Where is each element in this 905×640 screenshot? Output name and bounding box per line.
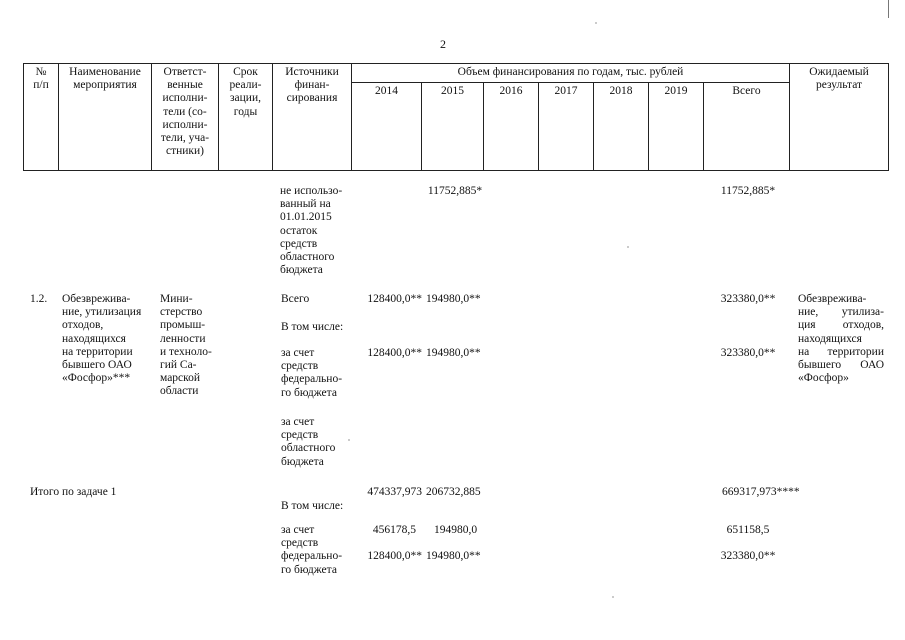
source-total: Всего bbox=[281, 293, 310, 305]
result-line: Обезврежива- bbox=[798, 293, 867, 305]
source-including: В том числе: bbox=[281, 500, 344, 512]
col-header-year: 2018 bbox=[594, 83, 649, 171]
value-2015: 194980,0** bbox=[426, 347, 481, 359]
row-number: 1.2. bbox=[30, 293, 48, 305]
value-2014: 128400,0** bbox=[367, 293, 422, 305]
value-total: 669317,973**** bbox=[722, 486, 800, 498]
result-line: находящихся bbox=[798, 332, 862, 345]
value-total: 651158,5 bbox=[726, 524, 770, 536]
source-federal: за счет средств федерально- го бюджета bbox=[281, 347, 343, 399]
col-header-term: Срок реали- зации, годы bbox=[219, 64, 273, 171]
value-total: 323380,0** bbox=[720, 293, 776, 305]
funding-table-header bbox=[23, 63, 889, 171]
scan-speck bbox=[612, 596, 614, 598]
result-line: на территории bbox=[798, 345, 884, 358]
responsible-executor: Мини- стерство промыш- ленности и техноло- гий Са- марской области bbox=[160, 293, 212, 398]
result-line: бывшего ОАО bbox=[798, 359, 884, 372]
expected-result bbox=[798, 293, 884, 385]
col-header-total: Всего bbox=[704, 83, 790, 171]
result-line: «Фосфор» bbox=[798, 372, 849, 385]
value-2014: 128400,0** bbox=[367, 347, 422, 359]
col-header-year: 2017 bbox=[539, 83, 594, 171]
col-header-year: 2015 bbox=[422, 83, 484, 171]
value-2014: 128400,0** bbox=[367, 550, 422, 562]
value-2015: 194980,0 bbox=[434, 524, 478, 536]
value-2015: 11752,885* bbox=[427, 185, 483, 197]
col-header-responsible: Ответст- венные исполни- тели (со- исполни- тели, уча- стники) bbox=[152, 64, 219, 171]
measure-name: Обезврежива- ние, утилизация отходов, находящихся на территории бывшего ОАО «Фосфор»*** bbox=[62, 293, 142, 385]
subtotal-label: Итого по задаче 1 bbox=[30, 486, 117, 498]
col-header-funding: Объем финансирования по годам, тыс. рублей bbox=[352, 64, 790, 83]
result-line: ция отходов, bbox=[798, 319, 884, 332]
value-2014: 474337,973 bbox=[367, 486, 422, 498]
value-total: 11752,885* bbox=[720, 185, 776, 197]
value-2015: 206732,885 bbox=[426, 486, 481, 498]
col-header-year: 2016 bbox=[484, 83, 539, 171]
scan-speck bbox=[595, 22, 597, 24]
col-header-year: 2014 bbox=[352, 83, 422, 171]
scan-edge-mark bbox=[888, 0, 889, 18]
scan-speck bbox=[348, 439, 350, 441]
source-unused-balance: не использо- ванный на 01.01.2015 остаток средств областного бюджета bbox=[280, 185, 343, 277]
value-total: 323380,0** bbox=[720, 347, 776, 359]
value-2015: 194980,0** bbox=[426, 293, 481, 305]
scan-speck bbox=[627, 246, 629, 248]
col-header-name: Наименование мероприятия bbox=[59, 64, 152, 171]
col-header-source: Источники финан- сирования bbox=[273, 64, 352, 171]
source-regional: за счет средств областного бюджета bbox=[281, 416, 336, 468]
col-header-year: 2019 bbox=[649, 83, 704, 171]
page-number: 2 bbox=[440, 37, 446, 51]
col-header-number: № п/п bbox=[24, 64, 59, 171]
col-header-result: Ожидаемый результат bbox=[790, 64, 889, 171]
source-federal: за счет средств федерально- го бюджета bbox=[281, 524, 343, 576]
source-including: В том числе: bbox=[281, 321, 344, 333]
value-total: 323380,0** bbox=[720, 550, 776, 562]
result-line: ние, утилиза- bbox=[798, 306, 884, 319]
value-2015: 194980,0** bbox=[426, 550, 481, 562]
value-2014: 456178,5 bbox=[372, 524, 416, 536]
